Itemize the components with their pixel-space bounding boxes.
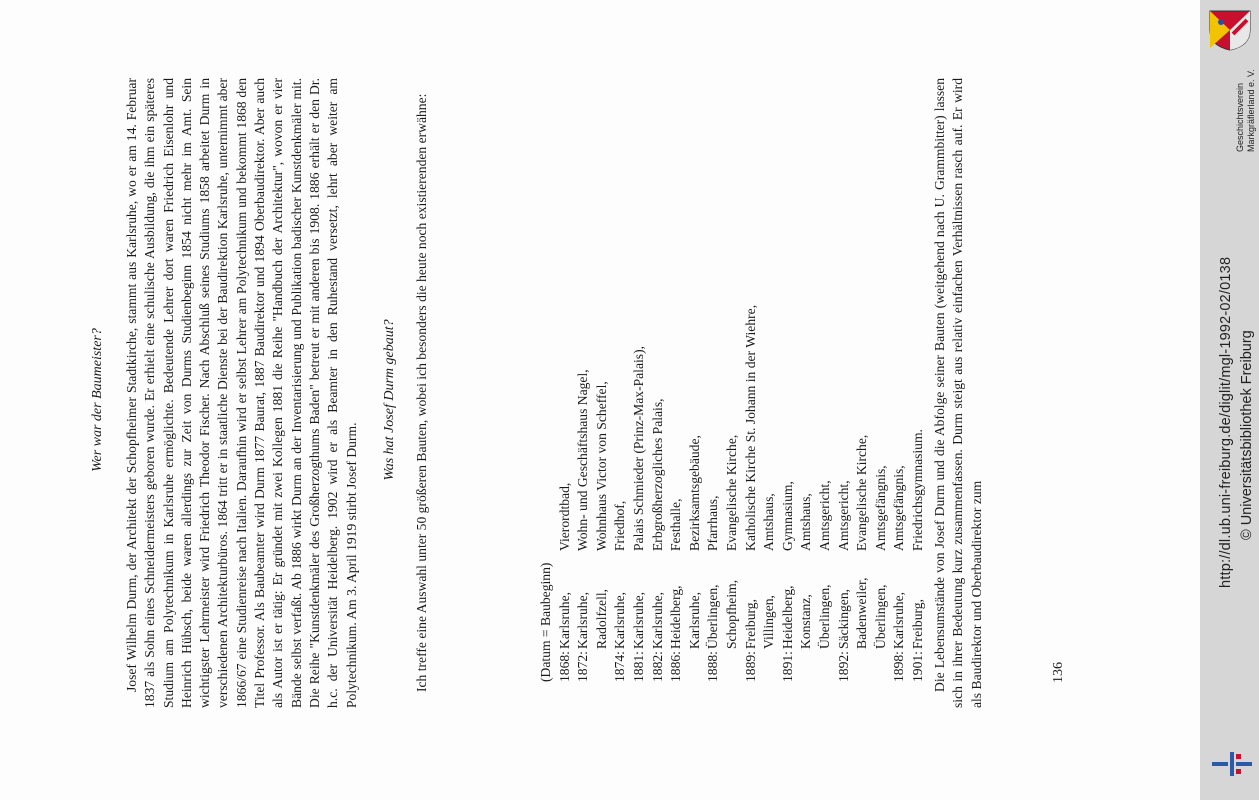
- list-item-building: Bezirksamtsgebäude,: [686, 435, 702, 551]
- list-item-building: Wohnhaus Victor von Scheffel,: [593, 381, 609, 551]
- list-item-building: Katholische Kirche St. Johann in der Wiehre,: [742, 304, 758, 551]
- list-item-place: Freiburg,: [909, 599, 925, 649]
- list-item-year: 1881:: [630, 651, 646, 682]
- list-item-place: Freiburg,: [742, 599, 758, 649]
- list-item-building: Friedrichsgymnasium.: [909, 429, 925, 551]
- list-item-year: [853, 649, 872, 682]
- list-item: [611, 122, 630, 682]
- list-item: [742, 122, 761, 682]
- list-item-year: [686, 649, 705, 682]
- list-item: [909, 122, 928, 682]
- list-item-year: 1889:: [742, 651, 758, 682]
- list-item: [835, 122, 854, 682]
- list-item-building: Amtsgefängnis,: [891, 465, 907, 551]
- list-item-building: Amtsgericht,: [835, 480, 851, 551]
- list-item-place: Überlingen,: [872, 584, 888, 649]
- list-item-place: Heidelberg,: [779, 585, 795, 649]
- paragraph-summary: Die Lebensumstände von Josef Durm und die Abfolge seiner Bauten (weitgehend nach U. Grammbitter) lassen sich in ihrer Bedeutung kurz zusammenfassen. Durm steigt aus relativ einfachen Verhältnissen rasch auf. Er wird als Baudirektor und Oberbaudirektor zum: [932, 78, 984, 708]
- list-item: [556, 122, 575, 682]
- heading-bauten: Was hat Josef Durm gebaut?: [382, 319, 397, 481]
- list-item-year: 1892:: [835, 651, 851, 682]
- list-item-place: Heidelberg,: [668, 585, 684, 649]
- list-item: [723, 122, 742, 682]
- list-item-year: 1886:: [668, 651, 684, 682]
- list-item-place: Karlsruhe,: [686, 592, 702, 649]
- list-item-place: Säckingen,: [835, 588, 851, 649]
- list-item-year: 1874:: [612, 651, 628, 682]
- list-item-place: Karlsruhe,: [649, 592, 665, 649]
- list-item-place: Karlsruhe,: [891, 592, 907, 649]
- list-item: [574, 122, 593, 682]
- buildings-list: [537, 122, 927, 682]
- list-item-year: 1888:: [705, 651, 721, 682]
- list-item-building: Wohn- und Geschäftshaus Nagel,: [575, 369, 591, 551]
- list-item-building: Evangelische Kirche,: [854, 434, 870, 551]
- list-item-place: Karlsruhe,: [630, 592, 646, 649]
- list-item-place: Schopfheim,: [723, 579, 739, 649]
- list-item-building: Amtshaus,: [798, 493, 814, 551]
- list-item: [630, 122, 649, 682]
- list-item-year: [593, 649, 612, 682]
- list-item-building: Amtsgefängnis,: [872, 465, 888, 551]
- list-item-place: Überlingen,: [705, 584, 721, 649]
- list-item: [797, 122, 816, 682]
- page-content: [85, 0, 1085, 800]
- list-item: [760, 122, 779, 682]
- list-item-place: Radolfzell,: [593, 588, 609, 649]
- university-library-logo-icon: [1210, 748, 1254, 780]
- list-item-building: Festhalle,: [668, 498, 684, 551]
- list-item-building: Erbgroßherzogliches Palais,: [649, 398, 665, 551]
- list-item-year: [760, 649, 779, 682]
- document-url-link[interactable]: http://dl.ub.uni-freiburg.de/diglit/mgl-1992-02/0138: [1218, 256, 1234, 588]
- list-item-year: [872, 649, 891, 682]
- list-item-place: Karlsruhe,: [612, 592, 628, 649]
- society-name-line2: Markgräflerland e. V.: [1246, 69, 1256, 152]
- society-name-line1: Geschichtsverein: [1235, 82, 1245, 152]
- paragraph-biography: Josef Wilhelm Durm, der Architekt der Schopfheimer Stadtkirche, stammt aus Karlsruhe, wo er am 14. Februar 1837 als Sohn eines Schneidermeisters geboren wurde. Er erhielt eine schulische Ausbildung, die ihm ein späteres Studium am Polytechnikum in Karlsruhe ermöglichte. Bedeutende Lehrer dort waren Friedrich Eisenlohr und Heinrich Hübsch, beide waren allerdings zur Zeit von Durms Studienbeginn 1854 nicht mehr im Amt. Sein wichtigster Lehrmeister wird Friedrich Theodor Fischer. Nach Abschluß seines Studiums 1858 arbeitet Durm in verschiedenen Architekturbüros. 1864 tritt er in staatliche Dienste bei der Baudirektion Karlsruhe, unternimmt aber 1866/67 eine Studienreise nach Italien. Daraufhin wird er selbst Lehrer am Polytechnikum und bekommt 1868 den Titel Professor. Als Baubeamter wird Durm 1877 Baurat, 1887 Baudirektor und 1894 Oberbaudirektor. Aber auch als Autor ist er tätig: Er gründet mit zwei Kollegen 1881 die Reihe "Handbuch der Architektur", wovon er vier Bände selbst verfaßt. Ab 1886 wirkt Durm an der Inventarisierung und Publikation badischer Kunstdenkmäler mit. Die Reihe "Kunstdenkmäler des Großherzogthums Baden" betreut er mit anderen bis 1908. 1886 erhält er den Dr. h.c. der Universität Heidelberg. 1902 wird er als Beamter in den Ruhestand versetzt, lehrt aber weiter am Polytechnikum. Am 3. April 1919 stirbt Josef Durm.: [124, 78, 359, 708]
- list-item-building: Friedhof,: [612, 500, 628, 551]
- list-item: [890, 122, 909, 682]
- copyright-notice: © Universitätsbibliothek Freiburg: [1239, 330, 1255, 540]
- list-item-year: 1898:: [891, 651, 907, 682]
- list-item-building: Pfarrhaus,: [705, 495, 721, 551]
- list-item-place: Karlsruhe,: [575, 592, 591, 649]
- list-item-place: Karlsruhe,: [556, 592, 572, 649]
- list-item: [816, 122, 835, 682]
- list-item-place: Konstanz,: [798, 594, 814, 649]
- list-item: [686, 122, 705, 682]
- page-number: 136: [1051, 662, 1066, 683]
- list-item-building: Evangelische Kirche,: [723, 434, 739, 551]
- list-item-year: 1882:: [649, 651, 665, 682]
- list-item: [779, 122, 798, 682]
- list-item: [704, 122, 723, 682]
- list-item-year: 1872:: [575, 651, 591, 682]
- list-item: [593, 122, 612, 682]
- list-item: [853, 122, 872, 682]
- list-item-building: Amtshaus,: [761, 493, 777, 551]
- list-item-year: [723, 649, 742, 682]
- list-intro: (Datum = Baubeginn): [538, 562, 553, 682]
- list-item-year: 1891:: [779, 651, 795, 682]
- list-item-year: 1868:: [556, 651, 572, 682]
- list-item-place: Villingen,: [761, 595, 777, 649]
- list-item-year: 1901:: [909, 651, 925, 682]
- list-item-building: Vierordtbad,: [556, 482, 572, 551]
- list-item: [649, 122, 668, 682]
- list-item: [872, 122, 891, 682]
- list-item: [667, 122, 686, 682]
- list-item-place: Überlingen,: [816, 584, 832, 649]
- list-item-building: Palais Schmieder (Prinz-Max-Palais),: [630, 346, 646, 551]
- heading-baumeister: Wer war der Baumeister?: [90, 328, 105, 472]
- list-item-place: Badenweiler,: [854, 577, 870, 649]
- list-item-year: [816, 649, 835, 682]
- coat-of-arms-icon: [1207, 8, 1253, 52]
- list-item-building: Gymnasium,: [779, 481, 795, 551]
- list-item-year: [797, 649, 816, 682]
- list-item-building: Amtsgericht,: [816, 480, 832, 551]
- paragraph-auswahl: Ich treffe eine Auswahl unter 50 größeren Bauten, wobei ich besonders die heute noch existierenden erwähne:: [414, 93, 429, 692]
